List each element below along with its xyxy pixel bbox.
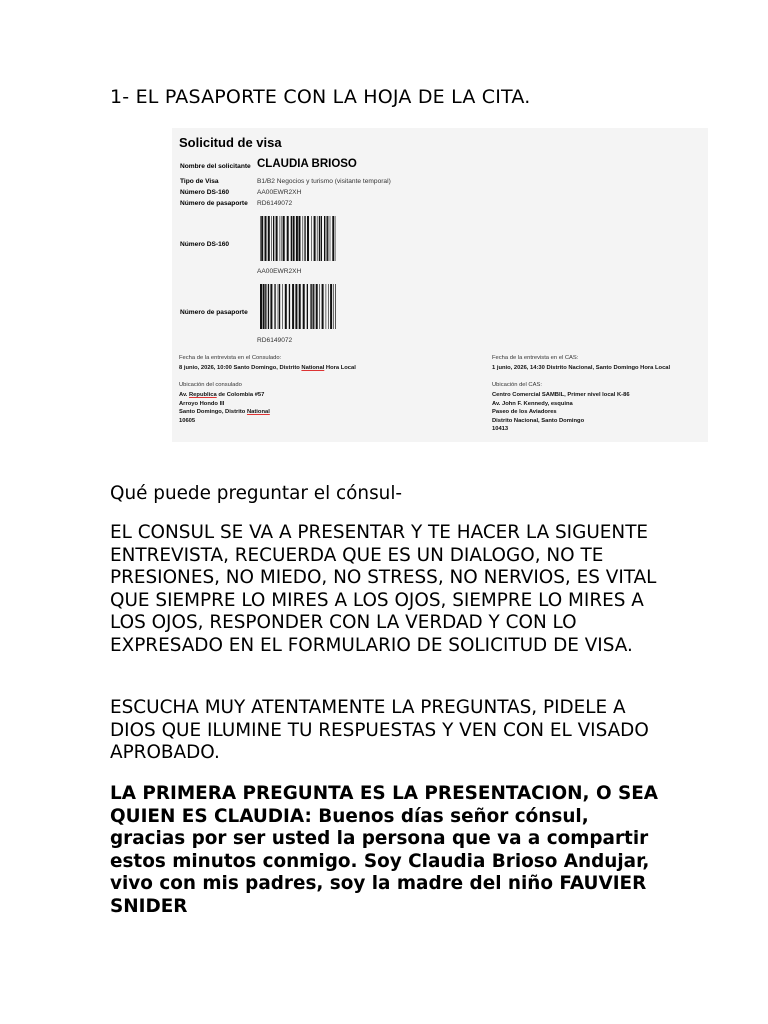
consulate-interview-label: Fecha de la entrevista en el Consulado: [179,355,282,361]
ds160-label: Número DS-160 [180,189,230,196]
ds160-barcode [260,216,336,261]
passport-barcode-label: Número de pasaporte [180,309,248,316]
cas-location-label: Ubicación del CAS: [492,382,542,388]
cas-location-address: Centro Comercial SAMBIL, Primer nivel local K-86 Av. John F. Kennedy, esquina Paseo de los Aviadores Distrito Nacional, Santo Domingo 10413 [492,392,630,433]
consulate-location-address: Av. Republica de Colombia #57 Arroyo Hondo III Santo Domingo, Distrito National 10605 [179,392,270,424]
ds160-barcode-code: AA00EWR2XH [257,268,302,275]
cas-interview-label: Fecha de la entrevista en el CAS: [492,355,579,361]
advice-paragraph: ESCUCHA MUY ATENTAMENTE LA PREGUNTAS, PIDELE A DIOS QUE ILUMINE TU RESPUESTAS Y VEN CON EL VISADO APROBADO. [110,697,649,764]
first-question-paragraph: LA PRIMERA PREGUNTA ES LA PRESENTACION, O SEA QUIEN ES CLAUDIA: Buenos días señor cónsul, gracias por ser usted la persona que va a compartir estos minutos conmigo. Soy Claudia Brioso Andujar, vivo con mis padres, soy la madre del niño FAUVIER SNIDER [110,783,659,917]
section-heading: 1- EL PASAPORTE CON LA HOJA DE LA CITA. [110,86,531,108]
visa-type-value: B1/B2 Negocios y turismo (visitante temporal) [257,178,391,185]
instructions-paragraph: EL CONSUL SE VA A PRESENTAR Y TE HACER LA SIGUENTE ENTREVISTA, RECUERDA QUE ES UN DIALOGO, NO TE PRESIONES, NO MIEDO, NO STRESS, NO NERVIOS, ES VITAL QUE SIEMPRE LO MIRES A LOS OJOS, SIEMPRE LO MIRES A LOS OJOS, RESPONDER CON LA VERDAD Y CON LO EXPRESADO EN EL FORMULARIO DE SOLICITUD DE VISA. [110,522,657,656]
consulate-location-label: Ubicación del consulado [179,382,242,388]
applicant-name-value: CLAUDIA BRIOSO [257,158,357,170]
passport-number-value: RD6149072 [257,200,293,207]
consul-question-heading: Qué puede preguntar el cónsul- [110,483,403,504]
cas-interview-value: 1 junio, 2026, 14:30 Distrito Nacional, Santo Domingo Hora Local [492,365,671,371]
visa-appointment-image [172,128,708,442]
visa-title: Solicitud de visa [179,135,282,150]
ds160-barcode-label: Número DS-160 [180,241,230,248]
visa-type-label: Tipo de Visa [180,178,219,185]
passport-barcode [260,284,336,329]
consulate-interview-value: 8 junio, 2026, 10:00 Santo Domingo, Distrito National Hora Local [179,365,356,371]
ds160-value: AA00EWR2XH [257,189,302,196]
passport-number-label: Número de pasaporte [180,200,248,207]
passport-barcode-code: RD6149072 [257,337,293,344]
applicant-name-label: Nombre del solicitante [180,163,251,170]
